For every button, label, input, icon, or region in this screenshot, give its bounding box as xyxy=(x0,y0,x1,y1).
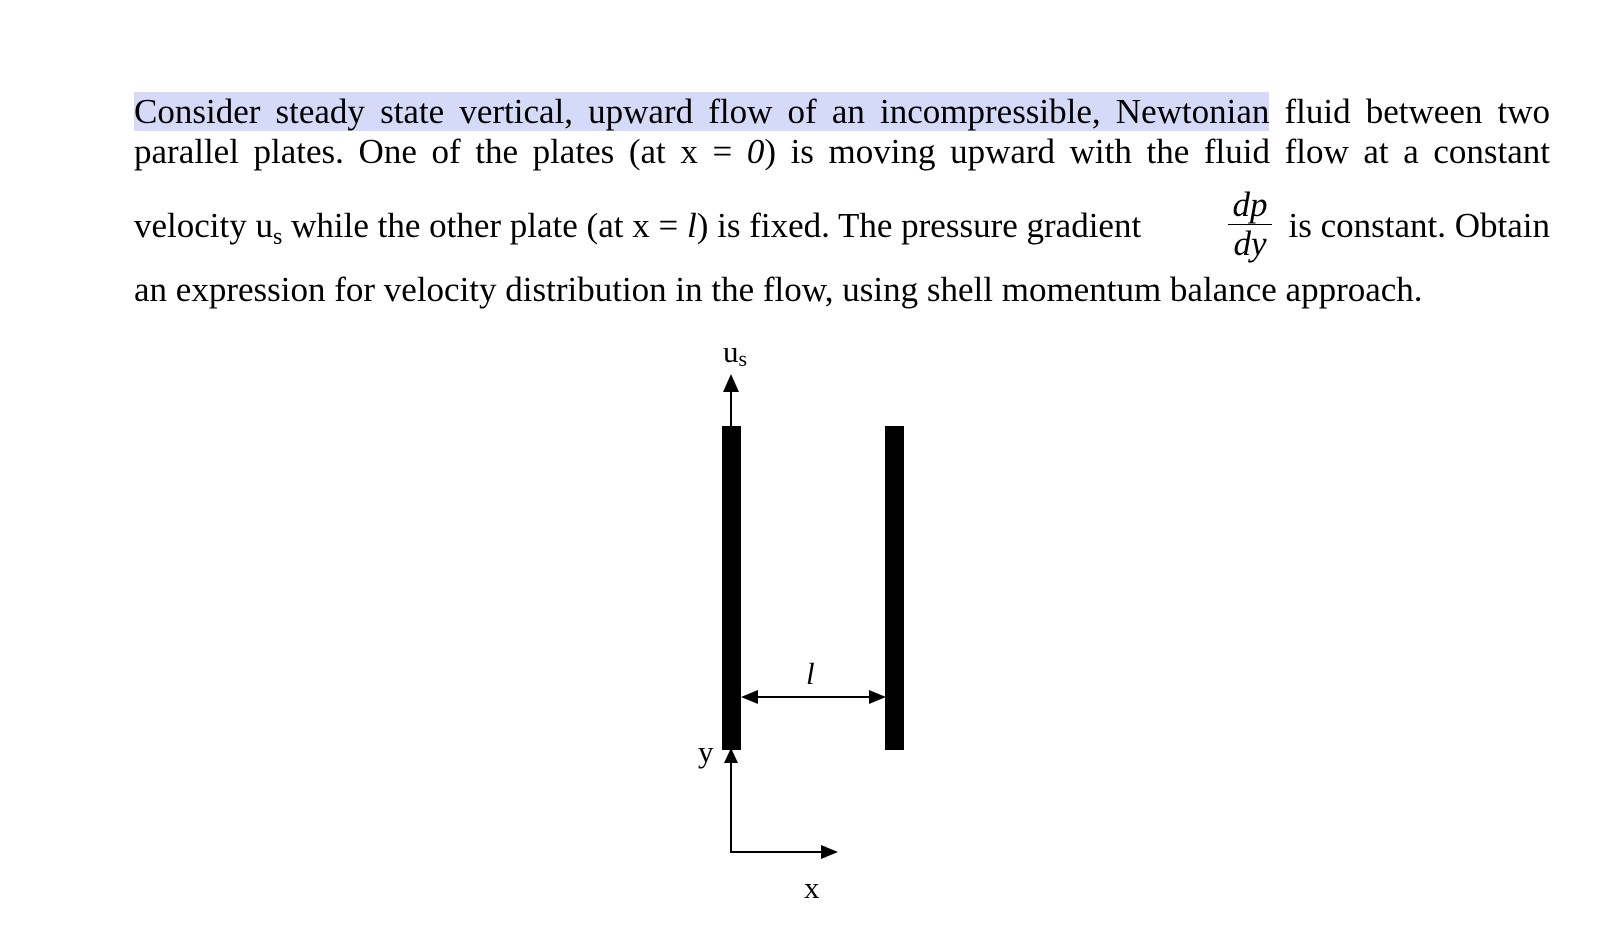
problem-line-2-a: parallel plates. One of the plates (at x = xyxy=(134,132,747,171)
fraction-numerator: dp xyxy=(1228,188,1272,225)
pressure-gradient-fraction xyxy=(1228,185,1272,263)
y-axis-arrow-head xyxy=(724,748,738,763)
velocity-label-u: u xyxy=(723,334,739,369)
problem-line-1-rest: fluid between two xyxy=(1269,92,1550,131)
fixed-plate xyxy=(885,426,904,750)
plate-gap-symbol: l xyxy=(686,206,697,245)
moving-plate xyxy=(722,426,741,750)
velocity-label-subscript: s xyxy=(738,346,748,371)
fraction-denominator: dy xyxy=(1233,224,1267,263)
problem-line-1 xyxy=(134,92,1550,132)
gap-arrow-left-head xyxy=(741,690,758,704)
problem-line-3-right: is constant. Obtain xyxy=(1288,206,1550,245)
velocity-subscript: s xyxy=(273,224,283,250)
problem-line-3-left xyxy=(134,206,1141,257)
velocity-label xyxy=(723,334,747,372)
selected-text-highlight[interactable]: Consider steady state vertical, upward flow of an incompressible, Newtonian xyxy=(134,92,1270,131)
problem-line-4: an expression for velocity distribution in the flow, using shell momentum balance approach. xyxy=(134,270,1423,309)
problem-statement xyxy=(134,92,1550,310)
x-axis-arrow-head xyxy=(821,845,838,859)
problem-line-2-b: ) is moving upward with the fluid flow at a constant xyxy=(764,132,1550,171)
problem-line-3 xyxy=(134,185,1550,263)
velocity-arrow-head xyxy=(723,374,739,392)
problem-line-3-b: while the other plate (at x = xyxy=(282,206,687,245)
problem-line-2 xyxy=(134,132,1550,172)
gap-label: l xyxy=(806,656,815,691)
y-axis-label: y xyxy=(698,734,714,769)
problem-line-3-c: ) is fixed. The pressure gradient xyxy=(696,206,1142,245)
velocity-text: velocity u xyxy=(134,206,273,245)
x-axis-label: x xyxy=(804,870,820,905)
gap-arrow-right-head xyxy=(869,690,886,704)
x-zero-value: 0 xyxy=(746,132,765,171)
